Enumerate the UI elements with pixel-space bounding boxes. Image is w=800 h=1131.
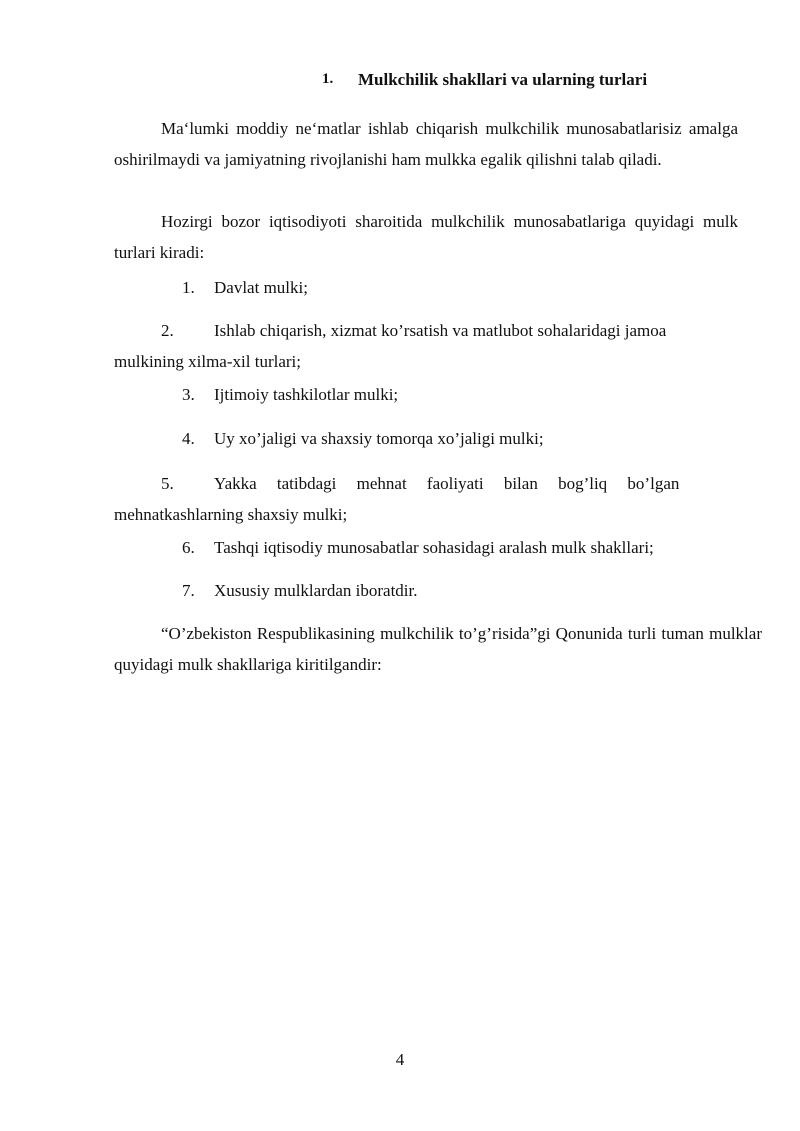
list-item-text: Ishlab chiqarish, xizmat ko’rsatish va matlubot sohalaridagi jamoa — [214, 321, 667, 340]
list-item-number: 1. — [182, 278, 195, 297]
list-item-text: Yakka tatibdagi mehnat faoliyati bilan bog’liq bo’lgan — [214, 474, 680, 493]
list-item-text: Uy xo’jaligi va shaxsiy tomorqa xo’jaligi mulki; — [214, 429, 544, 448]
paragraph-intro: Ma‘lumki moddiy ne‘matlar ishlab chiqarish mulkchilik munosabatlarisiz amalga oshirilmaydi va jamiyatning rivojlanishi ham mulkka egalik qilishni talab qiladi. — [114, 119, 738, 169]
list-item-number: 6. — [182, 538, 195, 557]
paragraph-law: “O’zbekiston Respublikasining mulkchilik to’g’risida”gi Qonunida turli tuman mulklar quyidagi mulk shakllariga kiritilgandir: — [114, 624, 762, 674]
heading-title: Mulkchilik shakllari va ularning turlari — [358, 70, 648, 89]
list-item-number: 5. — [161, 474, 174, 493]
list-item-text: Davlat mulki; — [214, 278, 308, 297]
list-item-text-cont: mehnatkashlarning shaxsiy mulki; — [114, 505, 348, 524]
list-item-number: 4. — [182, 429, 195, 448]
list-item-text-cont: mulkining xilma-xil turlari; — [114, 352, 301, 371]
page-number: 4 — [395, 1050, 405, 1069]
list-item-text: Xususiy mulklardan iboratdir. — [214, 581, 418, 600]
list-item-text: Ijtimoiy tashkilotlar mulki; — [214, 385, 399, 404]
heading-number: 1. — [322, 71, 334, 87]
paragraph-types-intro: Hozirgi bozor iqtisodiyoti sharoitida mulkchilik munosabatlariga quyidagi mulk turlari kiradi: — [114, 212, 738, 262]
list-item-text: Tashqi iqtisodiy munosabatlar sohasidagi aralash mulk shakllari; — [214, 538, 654, 557]
list-item-number: 7. — [182, 581, 195, 600]
list-item-number: 3. — [182, 385, 195, 404]
list-item-number: 2. — [161, 321, 174, 340]
